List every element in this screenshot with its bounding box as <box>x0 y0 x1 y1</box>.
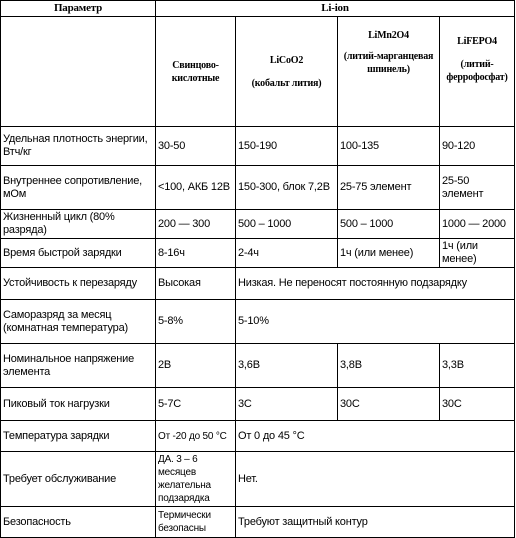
cell-limn: 1ч (или менее) <box>338 239 440 268</box>
row-param: Температура зарядки <box>1 421 156 452</box>
subheader-limn2o4 <box>338 17 440 127</box>
cell-lifepo: 25-50 элемент <box>440 166 515 210</box>
table-row <box>1 166 515 210</box>
cell-licoo2: 150-300, блок 7,2В <box>236 166 338 210</box>
cell-lead: Термически безопасны <box>156 507 236 538</box>
cell-lead: ДА. 3 – 6 месяцев желательна подзарядка <box>156 452 236 507</box>
lifepo-name: LiFEPO4 <box>457 36 497 47</box>
table-row <box>1 239 515 268</box>
table-row <box>1 300 515 344</box>
table-row <box>1 452 515 507</box>
row-param: Внутреннее сопротивление, мОм <box>1 166 156 210</box>
cell-liion-span: Низкая. Не переносят постоянную подзарядку <box>236 268 515 300</box>
row-param: Пиковый ток нагрузки <box>1 388 156 421</box>
cell-licoo2: 3,6В <box>236 344 338 388</box>
subheader-lead-acid: Свинцово-кислотные <box>156 17 236 127</box>
table-row <box>1 421 515 452</box>
cell-lifepo: 1ч (или менее) <box>440 239 515 268</box>
subheader-licoo2 <box>236 17 338 127</box>
cell-liion-span: Нет. <box>236 452 515 507</box>
lifepo-desc: (литий-феррофосфат) <box>446 59 508 83</box>
cell-liion-span: Требуют защитный контур <box>236 507 515 538</box>
cell-lead: 2В <box>156 344 236 388</box>
subheader-row <box>1 17 515 127</box>
cell-limn: 25-75 элемент <box>338 166 440 210</box>
limn-desc: (литий-марганцевая шпинель) <box>343 51 434 75</box>
table-row <box>1 210 515 239</box>
cell-limn: 3,8В <box>338 344 440 388</box>
row-param: Безопасность <box>1 507 156 538</box>
cell-lead: 5-8% <box>156 300 236 344</box>
cell-licoo2: 500 – 1000 <box>236 210 338 239</box>
cell-limn: 30С <box>338 388 440 421</box>
cell-lifepo: 90-120 <box>440 127 515 166</box>
row-param: Устойчивость к перезаряду <box>1 268 156 300</box>
header-param: Параметр <box>1 1 156 17</box>
table-row <box>1 127 515 166</box>
cell-liion-span: 5-10% <box>236 300 515 344</box>
subheader-lifepo4 <box>440 17 515 127</box>
row-param: Жизненный цикл (80% разряда) <box>1 210 156 239</box>
table-row <box>1 268 515 300</box>
limn-name: LiMn2O4 <box>368 30 409 41</box>
licoo2-desc: (кобальт лития) <box>251 77 322 89</box>
row-param: Время быстрой зарядки <box>1 239 156 268</box>
cell-limn: 100-135 <box>338 127 440 166</box>
table-row <box>1 388 515 421</box>
cell-lifepo: 3,3В <box>440 344 515 388</box>
cell-lead: 8-16ч <box>156 239 236 268</box>
cell-lead: 30-50 <box>156 127 236 166</box>
cell-licoo2: 150-190 <box>236 127 338 166</box>
cell-lead: Высокая <box>156 268 236 300</box>
cell-lifepo: 30С <box>440 388 515 421</box>
cell-limn: 500 – 1000 <box>338 210 440 239</box>
cell-lead: От -20 до 50 °С <box>156 421 236 452</box>
cell-lifepo: 1000 — 2000 <box>440 210 515 239</box>
row-param: Номинальное напряжение элемента <box>1 344 156 388</box>
subheader-empty <box>1 17 156 127</box>
cell-lead: 200 — 300 <box>156 210 236 239</box>
cell-lead: 5-7С <box>156 388 236 421</box>
cell-licoo2: 3С <box>236 388 338 421</box>
row-param: Требует обслуживание <box>1 452 156 507</box>
cell-liion-span: От 0 до 45 °С <box>236 421 515 452</box>
table-row <box>1 344 515 388</box>
header-row <box>1 1 515 17</box>
row-param: Саморазряд за месяц (комнатная температура) <box>1 300 156 344</box>
cell-licoo2: 2-4ч <box>236 239 338 268</box>
row-param: Удельная плотность энергии, Втч/кг <box>1 127 156 166</box>
header-liion: Li-ion <box>156 1 515 17</box>
licoo2-name: LiCoO2 <box>269 54 304 66</box>
cell-lead: <100, АКБ 12В <box>156 166 236 210</box>
